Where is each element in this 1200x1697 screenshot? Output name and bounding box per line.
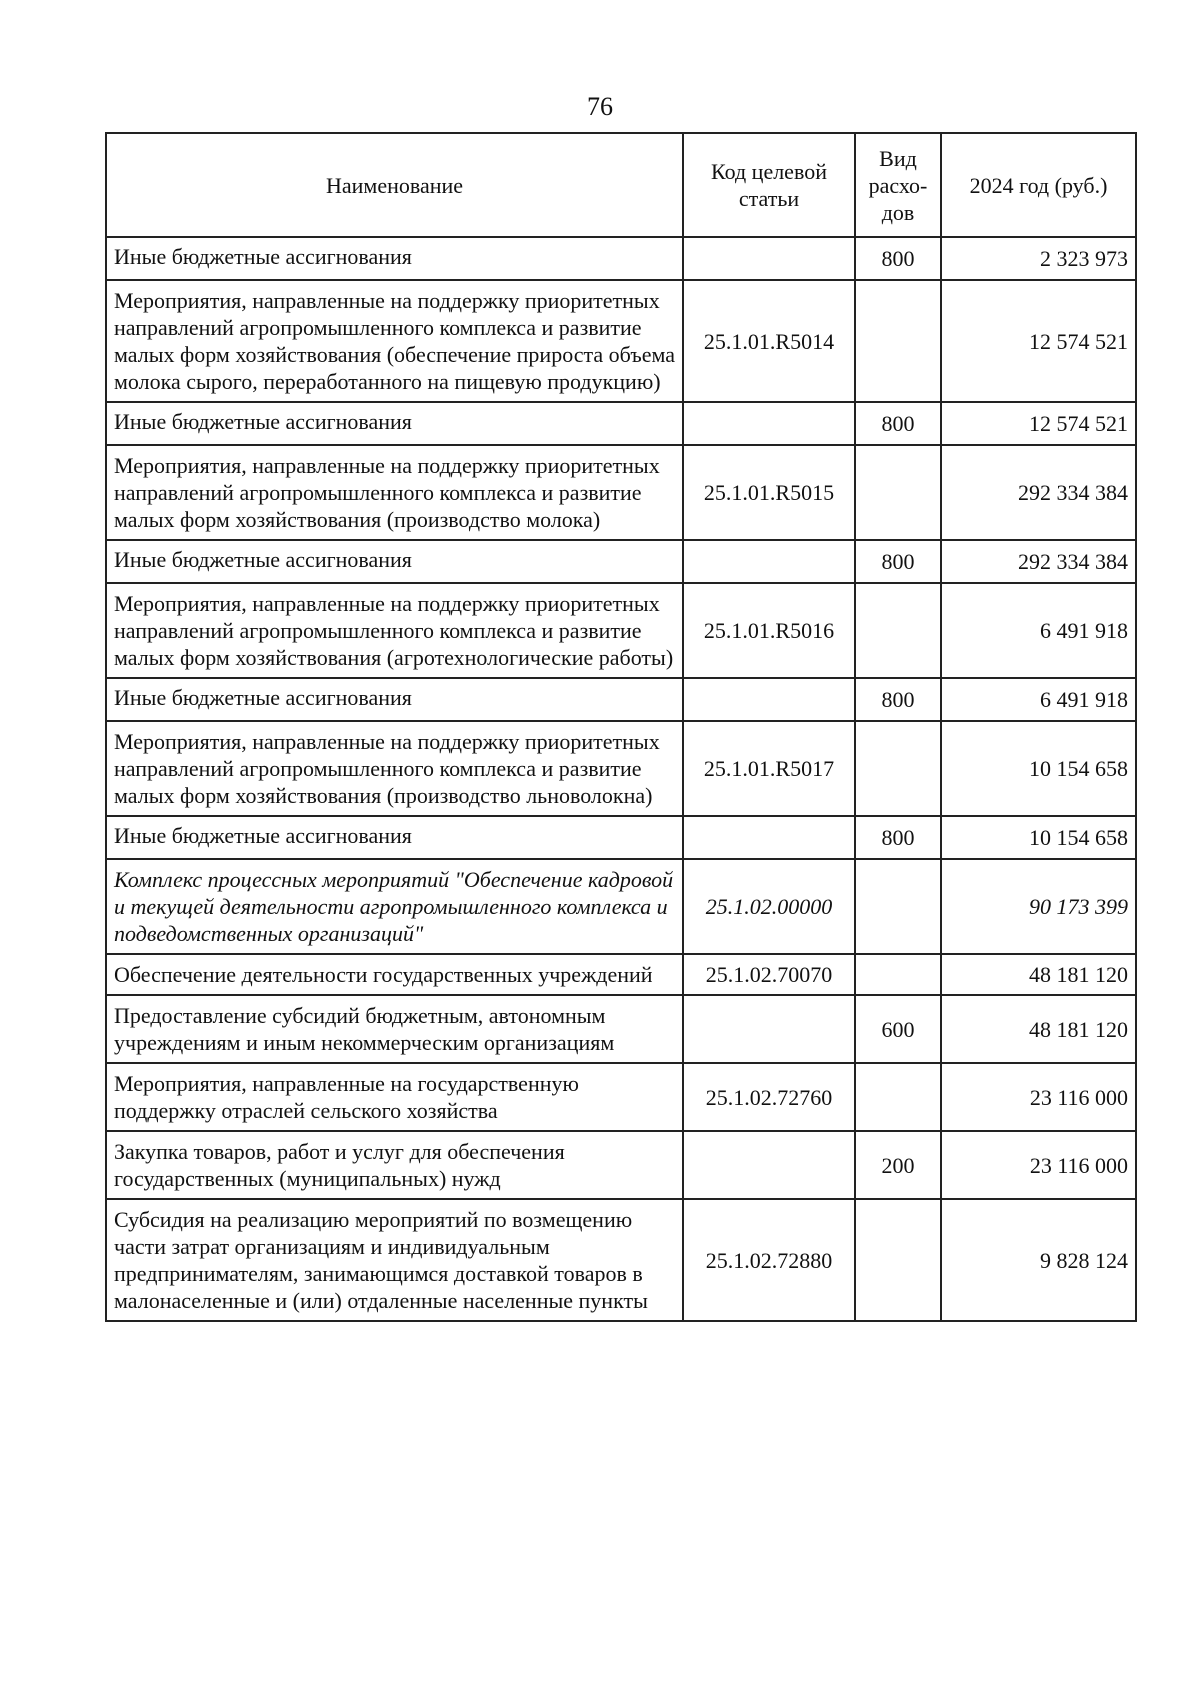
budget-table — [105, 132, 1137, 1322]
row-sum: 48 181 120 — [941, 995, 1136, 1063]
row-name: Иные бюджетные ассигнования — [106, 402, 683, 445]
row-sum: 12 574 521 — [941, 402, 1136, 445]
row-code: 25.1.01.R5015 — [683, 445, 855, 540]
row-name: Мероприятия, направленные на поддержку приоритетных направлений агропромышленного комплекса и развитие малых форм хозяйствования (агротехнологические работы) — [106, 583, 683, 678]
row-code: 25.1.01.R5016 — [683, 583, 855, 678]
row-kind: 600 — [855, 995, 941, 1063]
table-row — [106, 721, 1136, 816]
row-kind: 800 — [855, 237, 941, 280]
row-name: Мероприятия, направленные на поддержку приоритетных направлений агропромышленного комплекса и развитие малых форм хозяйствования (обеспечение прироста объема молока сырого, переработанного на пищевую продукцию) — [106, 280, 683, 402]
row-code — [683, 1131, 855, 1199]
row-kind: 800 — [855, 816, 941, 859]
row-kind: 800 — [855, 540, 941, 583]
table-row — [106, 995, 1136, 1063]
row-sum: 12 574 521 — [941, 280, 1136, 402]
row-code: 25.1.01.R5017 — [683, 721, 855, 816]
table-row — [106, 1131, 1136, 1199]
row-kind — [855, 1063, 941, 1131]
table-row — [106, 280, 1136, 402]
row-kind: 800 — [855, 402, 941, 445]
row-name: Мероприятия, направленные на поддержку приоритетных направлений агропромышленного комплекса и развитие малых форм хозяйствования (производство молока) — [106, 445, 683, 540]
row-code — [683, 816, 855, 859]
row-code — [683, 540, 855, 583]
row-sum: 10 154 658 — [941, 721, 1136, 816]
row-code: 25.1.01.R5014 — [683, 280, 855, 402]
row-code — [683, 678, 855, 721]
row-sum: 23 116 000 — [941, 1131, 1136, 1199]
table-row — [106, 1199, 1136, 1321]
table-row — [106, 445, 1136, 540]
row-kind — [855, 859, 941, 954]
row-name: Иные бюджетные ассигнования — [106, 540, 683, 583]
row-sum: 2 323 973 — [941, 237, 1136, 280]
row-kind: 800 — [855, 678, 941, 721]
row-sum: 10 154 658 — [941, 816, 1136, 859]
table-row — [106, 678, 1136, 721]
row-sum: 90 173 399 — [941, 859, 1136, 954]
row-name: Иные бюджетные ассигнования — [106, 816, 683, 859]
row-name: Закупка товаров, работ и услуг для обеспечения государственных (муниципальных) нужд — [106, 1131, 683, 1199]
table-header-row — [106, 133, 1136, 237]
table-row — [106, 816, 1136, 859]
row-name: Субсидия на реализацию мероприятий по возмещению части затрат организациям и индивидуальным предпринимателям, занимающимся доставкой товаров в малонаселенные и (или) отдаленные населенные пункты — [106, 1199, 683, 1321]
row-sum: 48 181 120 — [941, 954, 1136, 995]
row-sum: 6 491 918 — [941, 583, 1136, 678]
row-sum: 6 491 918 — [941, 678, 1136, 721]
row-name: Комплекс процессных мероприятий "Обеспечение кадровой и текущей деятельности агропромышленного комплекса и подведомственных организаций" — [106, 859, 683, 954]
table-row — [106, 402, 1136, 445]
page-number: 76 — [587, 92, 613, 121]
row-kind — [855, 954, 941, 995]
row-kind — [855, 280, 941, 402]
row-name: Мероприятия, направленные на поддержку приоритетных направлений агропромышленного комплекса и развитие малых форм хозяйствования (производство льноволокна) — [106, 721, 683, 816]
table-row — [106, 859, 1136, 954]
header-code: Код целевой статьи — [683, 133, 855, 237]
header-name: Наименование — [106, 133, 683, 237]
row-name: Иные бюджетные ассигнования — [106, 678, 683, 721]
header-kind: Вид расхо-дов — [855, 133, 941, 237]
row-name: Обеспечение деятельности государственных учреждений — [106, 954, 683, 995]
row-kind — [855, 1199, 941, 1321]
table-row — [106, 954, 1136, 995]
row-code: 25.1.02.72880 — [683, 1199, 855, 1321]
table-row — [106, 237, 1136, 280]
row-code: 25.1.02.00000 — [683, 859, 855, 954]
row-sum: 23 116 000 — [941, 1063, 1136, 1131]
row-sum: 9 828 124 — [941, 1199, 1136, 1321]
row-sum: 292 334 384 — [941, 445, 1136, 540]
header-sum: 2024 год (руб.) — [941, 133, 1136, 237]
row-code — [683, 995, 855, 1063]
row-name: Мероприятия, направленные на государственную поддержку отраслей сельского хозяйства — [106, 1063, 683, 1131]
row-kind — [855, 445, 941, 540]
row-code: 25.1.02.70070 — [683, 954, 855, 995]
row-kind: 200 — [855, 1131, 941, 1199]
row-sum: 292 334 384 — [941, 540, 1136, 583]
table-row — [106, 540, 1136, 583]
row-code — [683, 237, 855, 280]
table-row — [106, 583, 1136, 678]
row-code — [683, 402, 855, 445]
row-kind — [855, 583, 941, 678]
row-name: Иные бюджетные ассигнования — [106, 237, 683, 280]
table-row — [106, 1063, 1136, 1131]
row-kind — [855, 721, 941, 816]
row-name: Предоставление субсидий бюджетным, автономным учреждениям и иным некоммерческим организациям — [106, 995, 683, 1063]
row-code: 25.1.02.72760 — [683, 1063, 855, 1131]
